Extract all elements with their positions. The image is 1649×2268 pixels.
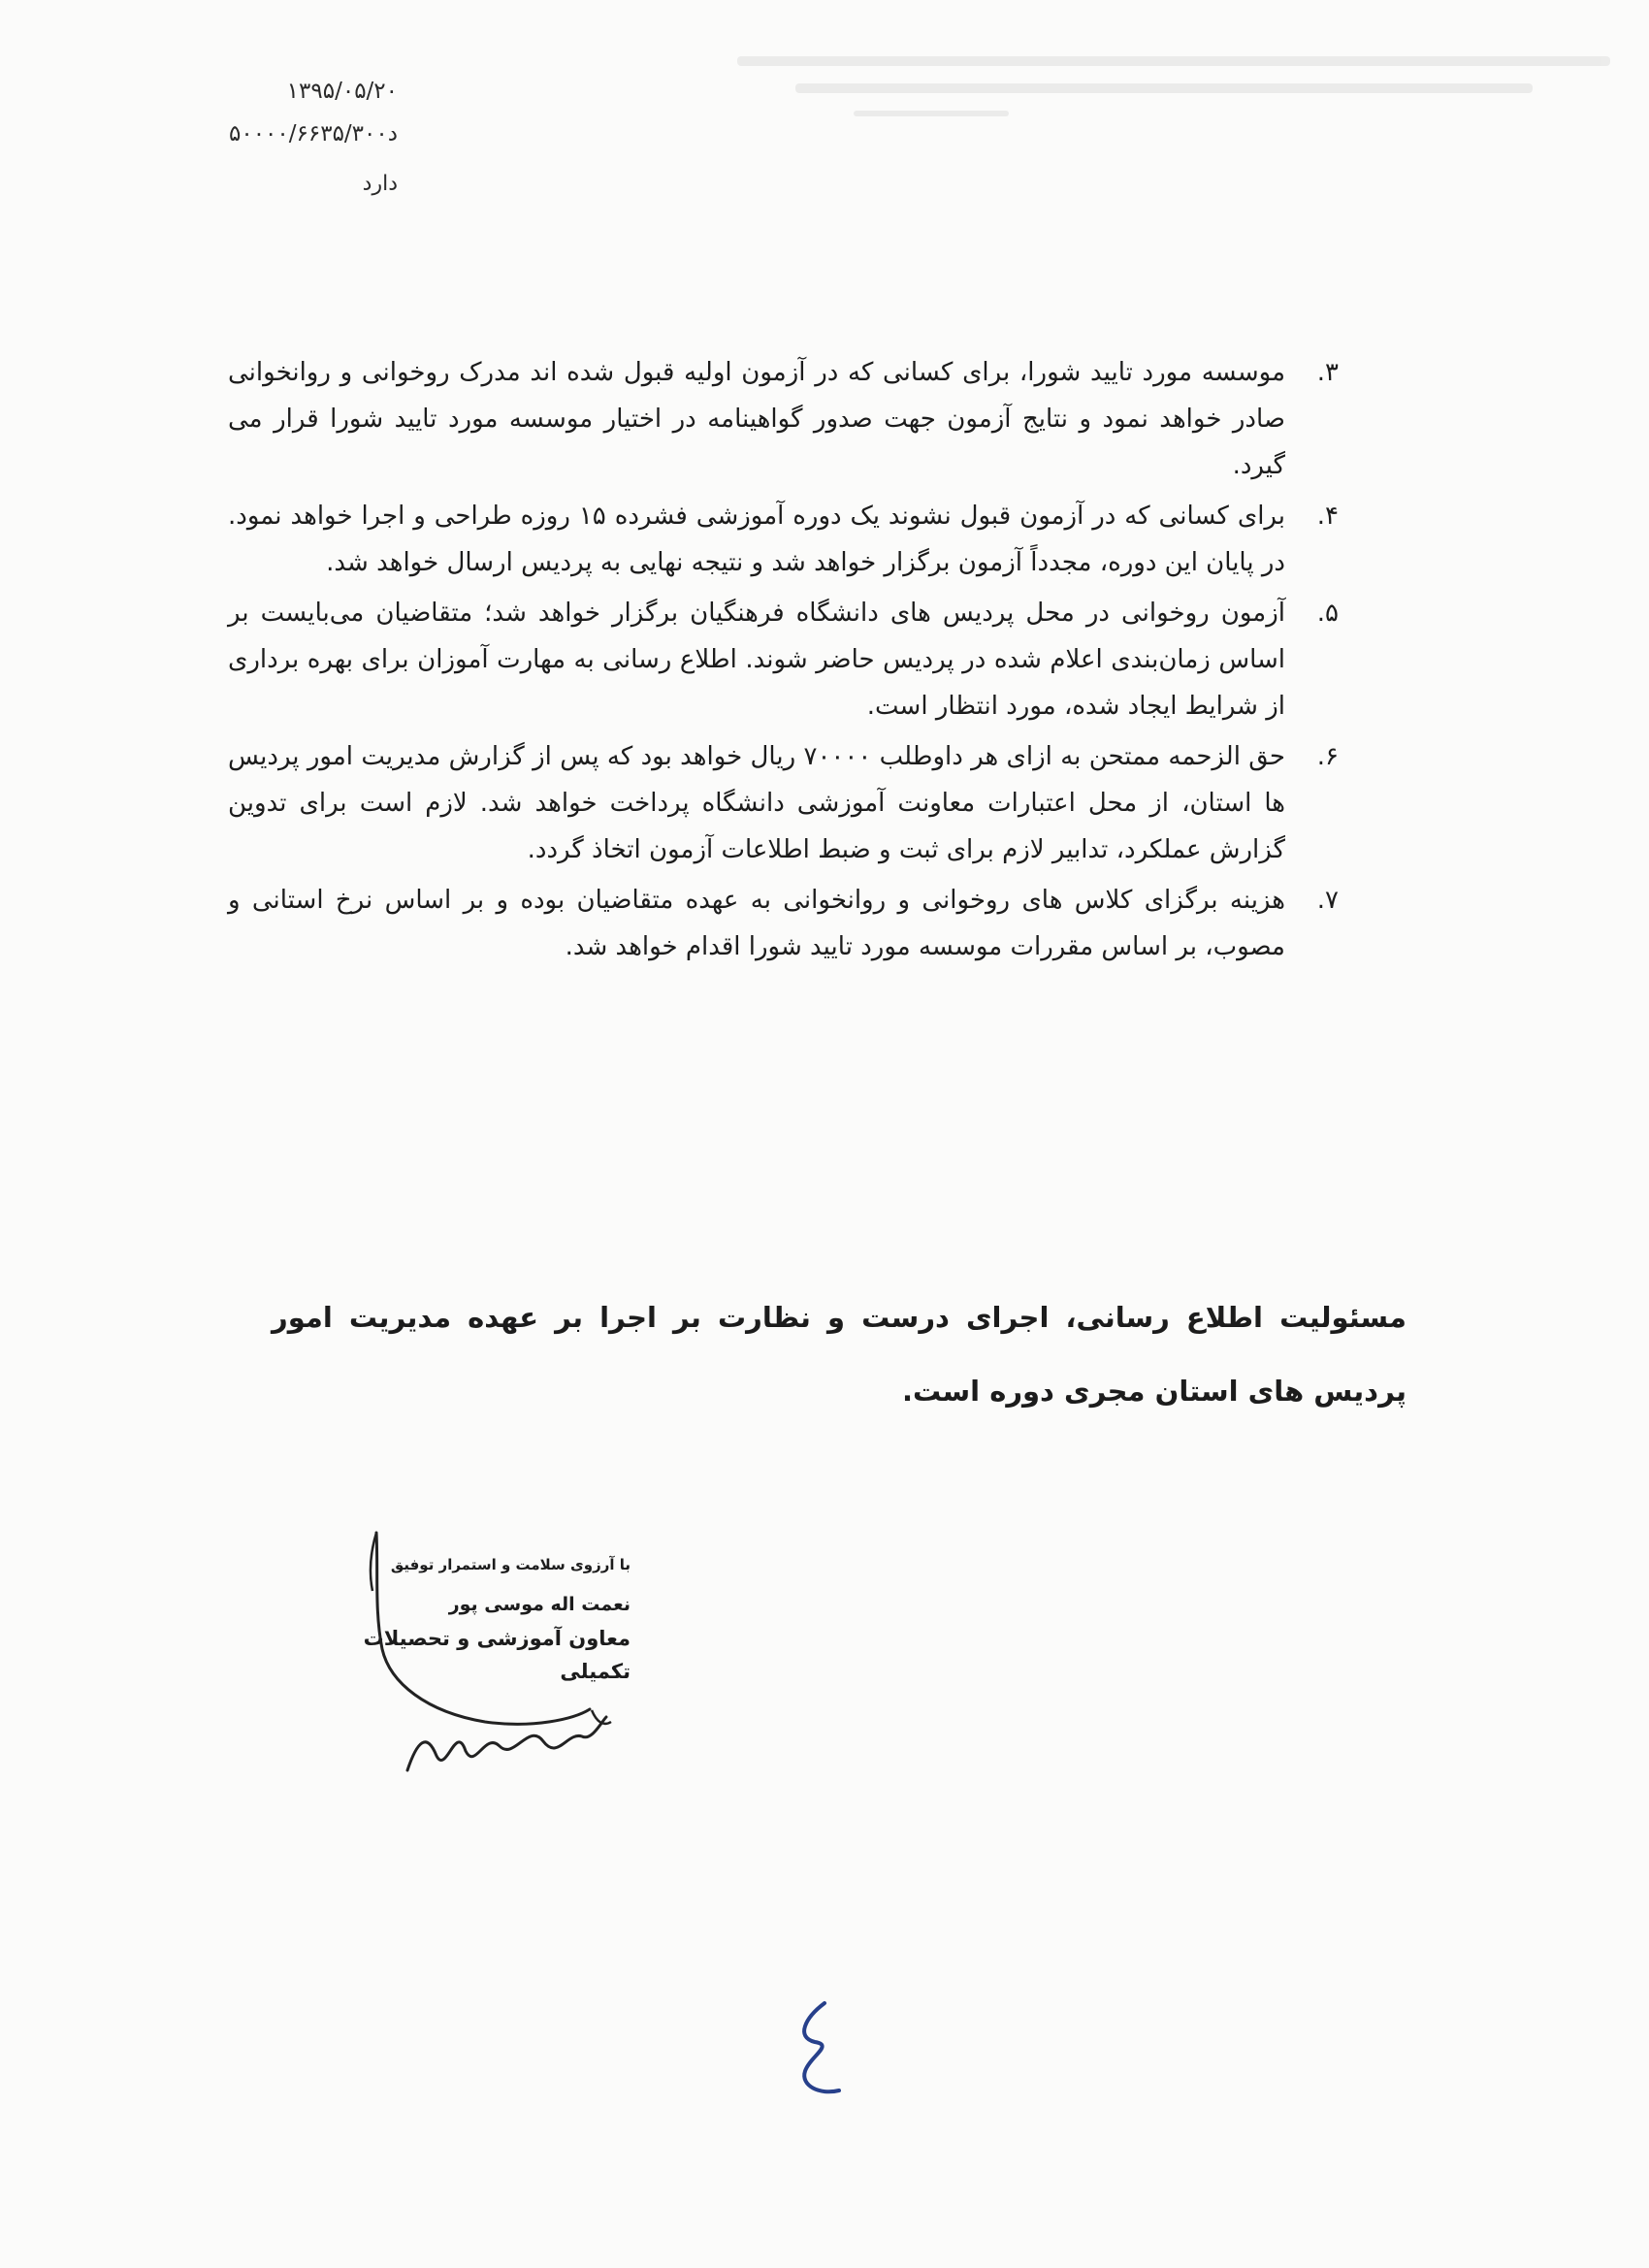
clause-text: هزینه برگزای کلاس های روخوانی و روانخوانی به عهده متقاضیان بوده و بر اساس نرخ استانی و مصوب، بر اساس مقررات موسسه مورد تایید شورا اقدام خواهد شد. xyxy=(228,886,1285,961)
letter-metadata xyxy=(136,70,398,206)
clause-number: ۳. xyxy=(1316,358,1339,387)
letterhead-bleed-through xyxy=(679,39,1630,175)
clause-number: ۷. xyxy=(1316,886,1339,915)
clause-text: برای کسانی که در آزمون قبول نشوند یک دوره آموزشی فشرده ۱۵ روزه طراحی و اجرا خواهد نمود. در پایان این دوره، مجدداً آزمون برگزار خواهد شد و نتیجه نهایی به پردیس ارسال خواهد شد. xyxy=(228,502,1286,577)
numbered-clauses xyxy=(228,349,1339,974)
clause-item xyxy=(228,590,1339,729)
signature-greeting: با آرزوی سلامت و استمرار توفیق xyxy=(390,1556,630,1573)
clause-text: حق الزحمه ممتحن به ازای هر داوطلب ۷۰۰۰۰ ریال خواهد بود که پس از گزارش مدیریت امور پردیس ها استان، از محل اعتبارات معاونت آموزشی دانشگاه پرداخت خواهد شد. لازم است برای تدوین گزارش عملکرد، تدابیر لازم برای ثبت و ضبط اطلاعات آزمون اتخاذ گردد. xyxy=(228,742,1286,864)
clause-item xyxy=(228,877,1339,970)
signatory-title: معاون آموزشی و تحصیلات تکمیلی xyxy=(363,1627,630,1683)
clause-text: آزمون روخوانی در محل پردیس های دانشگاه فرهنگیان برگزار خواهد شد؛ متقاضیان می‌بایست بر اساس زمان‌بندی اعلام شده در پردیس حاضر شوند. اطلاع رسانی به مهارت آموزان برای بهره برداری از شرایط ایجاد شده، مورد انتظار است. xyxy=(228,599,1285,721)
responsibility-note: مسئولیت اطلاع رسانی، اجرای درست و نظارت بر اجرا بر عهده مدیریت امور پردیس های استان مجری دوره است. xyxy=(272,1301,1406,1408)
handwritten-page-mark xyxy=(766,1989,873,2105)
reference-number: ۵۰۰۰۰/۶۶۳۵/۳۰۰د xyxy=(229,121,398,146)
clause-item xyxy=(228,733,1339,873)
letter-date: ۱۳۹۵/۰۵/۲۰ xyxy=(286,79,398,104)
clause-number: ۶. xyxy=(1316,742,1339,771)
clause-number: ۵. xyxy=(1316,599,1339,628)
attachment-status: دارد xyxy=(362,172,398,196)
clause-number: ۴. xyxy=(1316,502,1339,531)
signatory-name: نعمت اله موسی پور xyxy=(448,1594,630,1615)
clause-item xyxy=(228,349,1339,489)
handwritten-annotation xyxy=(388,1702,621,1790)
clause-text: موسسه مورد تایید شورا، برای کسانی که در آزمون اولیه قبول شده اند مدرک روخوانی و روانخوانی صادر خواهد نمود و نتایج آزمون جهت صدور گواهینامه در اختیار موسسه مورد تایید شورا قرار می گیرد. xyxy=(228,358,1285,480)
clause-item xyxy=(228,493,1339,586)
